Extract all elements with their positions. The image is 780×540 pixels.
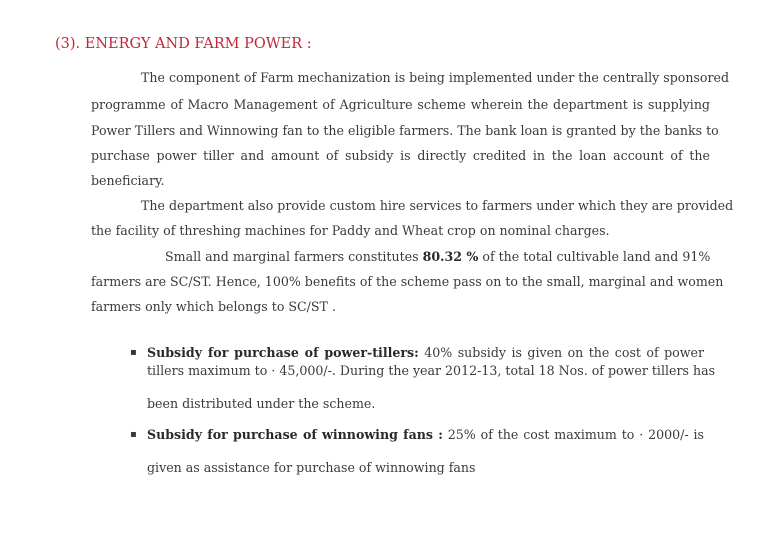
bullet-title: Subsidy for purchase of power-tillers: [147,345,419,360]
bullet-title: Subsidy for purchase of winnowing fans : [147,427,443,442]
paragraph-line: The component of Farm mechanization is being implemented under the centrally sponsored [141,70,730,85]
paragraph-line [165,249,710,264]
paragraph-line: beneficiary. [91,173,165,188]
paragraph-line: farmers are SC/ST. Hence, 100% benefits of the scheme pass on to the small, marginal and women [91,274,724,289]
paragraph-line: farmers only which belongs to SC/ST . [91,299,336,314]
section-heading: (3). ENERGY AND FARM POWER : [55,36,312,52]
bullet-line [147,345,704,360]
highlight-percentage: 80.32 % [422,249,479,264]
bullet-line [147,427,704,442]
text-segment: 25% of the cost maximum to · 2000/- is [442,427,704,442]
bullet-line: given as assistance for purchase of winnowing fans [147,460,476,475]
bullet-line: been distributed under the scheme. [147,396,376,411]
bullet-marker-icon: ▪ [130,347,137,358]
paragraph-line: the facility of threshing machines for Paddy and Wheat crop on nominal charges. [91,223,610,238]
paragraph-line: programme of Macro Management of Agriculture scheme wherein the department is supplying [91,97,710,112]
text-segment: 40% subsidy is given on the cost of power [418,345,705,360]
text-segment: Small and marginal farmers constitutes [165,249,423,264]
bullet-marker-icon: ▪ [130,429,137,440]
bullet-line: tillers maximum to · 45,000/-. During the year 2012-13, total 18 Nos. of power tillers has [147,363,716,378]
paragraph-line: purchase power tiller and amount of subsidy is directly credited in the loan account of the [91,148,710,163]
paragraph-line: Power Tillers and Winnowing fan to the eligible farmers. The bank loan is granted by the banks to [91,123,719,138]
paragraph-line: The department also provide custom hire services to farmers under which they are provided [141,198,734,213]
text-segment: of the total cultivable land and 91% [478,249,711,264]
